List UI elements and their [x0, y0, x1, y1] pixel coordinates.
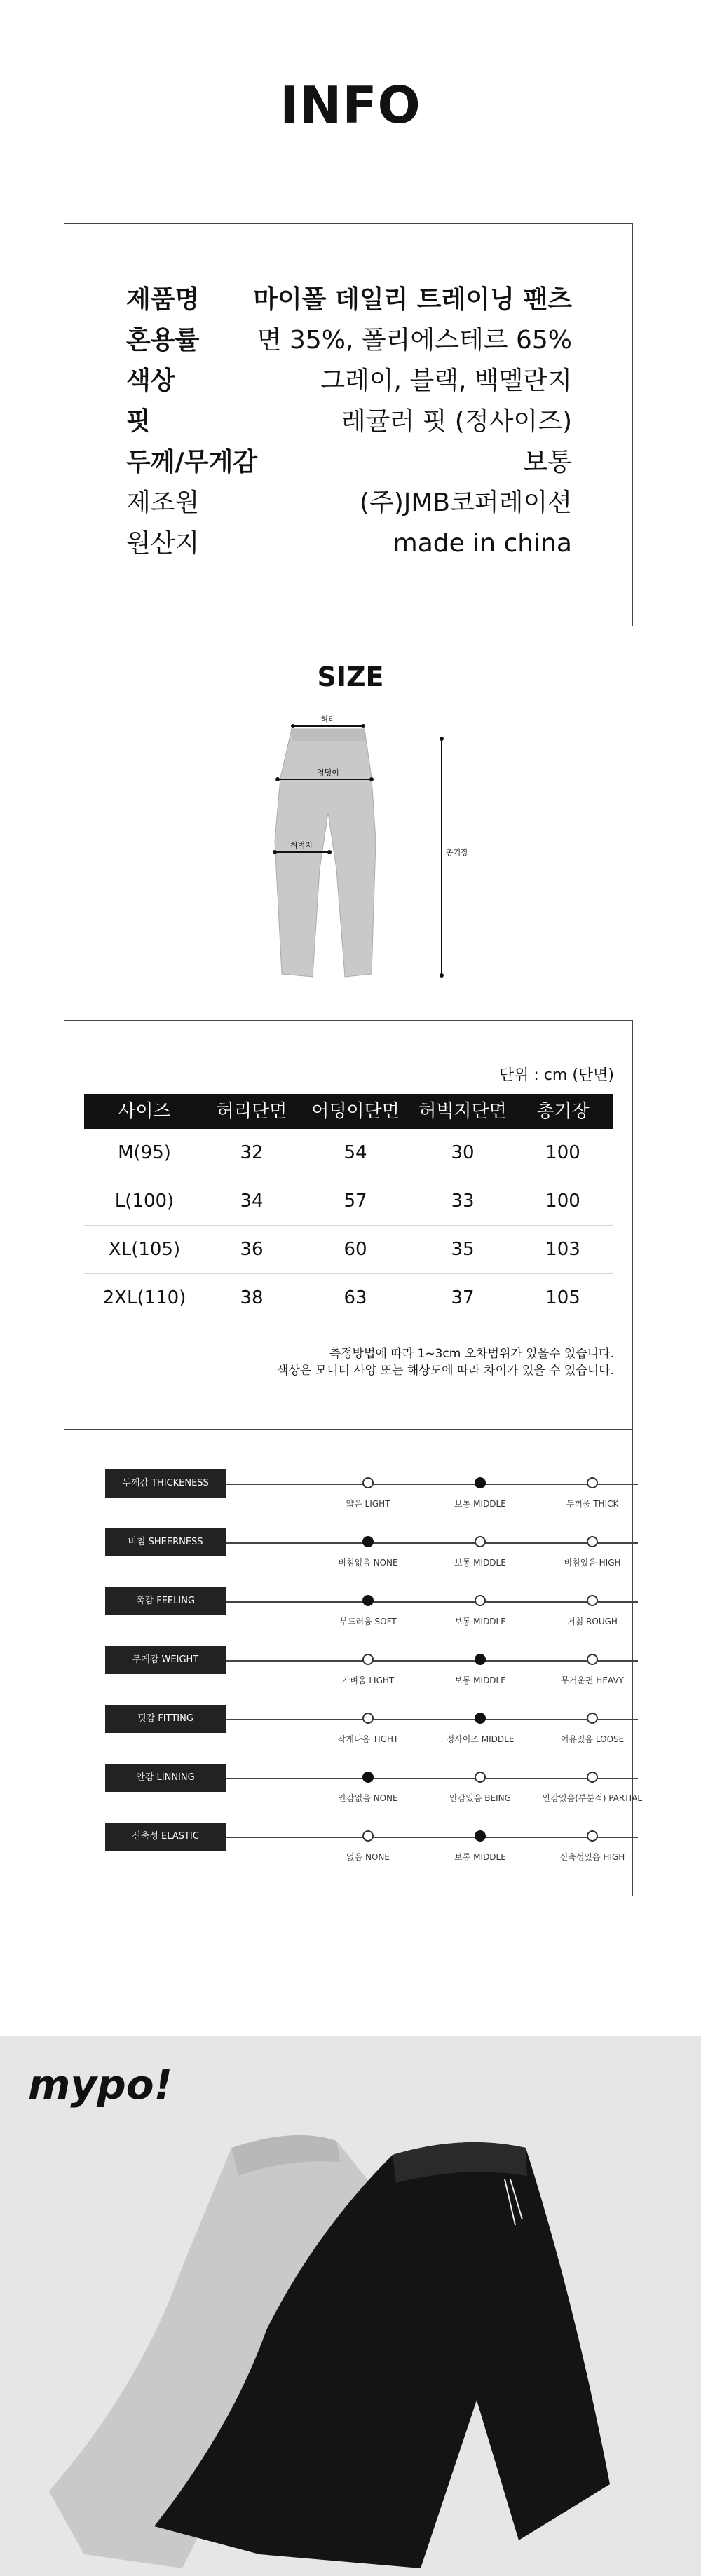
scale-dot	[475, 1654, 486, 1665]
thigh-label: 허벅지	[290, 841, 313, 850]
info-row	[126, 364, 572, 399]
info-value: 면 35%, 폴리에스테르 65%	[257, 326, 572, 355]
info-row	[126, 404, 572, 439]
feel-label: 신축성 ELASTIC	[105, 1823, 226, 1851]
scale-option: 안감있음(부분적) PARTIAL	[542, 1793, 643, 1803]
table-cell: 100	[545, 1142, 580, 1163]
feel-row	[105, 1469, 619, 1519]
info-value: 마이폴 데일리 트레이닝 팬츠	[253, 285, 572, 314]
header-cell: 어덩이단면	[311, 1101, 400, 1122]
info-row	[126, 282, 572, 317]
scale-dot	[362, 1772, 374, 1783]
table-row	[84, 1226, 613, 1274]
scale-dot	[587, 1654, 598, 1665]
scale-option: 정사이즈 MIDDLE	[446, 1734, 515, 1744]
info-key: 제조원	[126, 488, 200, 517]
scale-dot	[362, 1830, 374, 1842]
scale-option: 부드러움 SOFT	[339, 1617, 397, 1626]
info-value: made in china	[393, 529, 572, 558]
table-cell: 30	[451, 1142, 475, 1163]
feel-label: 무게감 WEIGHT	[105, 1646, 226, 1674]
header-cell: 허벅지단면	[418, 1101, 507, 1122]
header-cell: 허리단면	[216, 1101, 287, 1122]
scale-dot	[362, 1713, 374, 1724]
scale-dot	[362, 1654, 374, 1665]
info-value: 보통	[523, 448, 572, 477]
info-row	[126, 486, 572, 521]
header-cell: 사이즈	[118, 1101, 171, 1122]
scale-option: 여유있음 LOOSE	[560, 1734, 625, 1744]
scale-option: 없음 NONE	[346, 1852, 390, 1862]
table-cell: L(100)	[114, 1191, 175, 1212]
table-cell: XL(105)	[108, 1239, 181, 1260]
table-cell: 36	[240, 1239, 264, 1260]
length-label: 총기장	[446, 848, 468, 857]
brand-logo: mypo!	[28, 2061, 173, 2109]
feel-label: 비침 SHEERNESS	[105, 1528, 226, 1556]
info-key: 핏	[126, 407, 151, 436]
scale-dot	[475, 1536, 486, 1547]
scale-dot	[587, 1536, 598, 1547]
feel-row	[105, 1764, 643, 1813]
size-note: 색상은 모니터 사양 또는 해상도에 따라 차이가 있을 수 있습니다.	[276, 1364, 614, 1378]
table-cell: 2XL(110)	[102, 1287, 186, 1308]
scale-option: 무거운편 HEAVY	[561, 1676, 624, 1685]
size-table-header	[84, 1094, 613, 1129]
info-key: 제품명	[126, 285, 200, 314]
scale-line	[226, 1719, 638, 1720]
feel-row	[105, 1528, 621, 1577]
unit-label: 단위 : cm (단면)	[498, 1067, 614, 1084]
info-key: 색상	[126, 366, 175, 395]
product-photo-art	[0, 2036, 701, 2576]
size-box	[64, 1020, 633, 1430]
scale-option: 안감있음 BEING	[449, 1793, 511, 1803]
feel-label: 촉감 FEELING	[105, 1587, 226, 1615]
scale-line	[226, 1601, 638, 1603]
table-cell: 63	[343, 1287, 367, 1308]
scale-dot	[475, 1830, 486, 1842]
header-cell: 총기장	[536, 1101, 590, 1122]
table-row	[84, 1129, 613, 1177]
size-note: 측정방법에 따라 1~3cm 오차범위가 있을수 있습니다.	[329, 1347, 614, 1361]
rise-label: 엉덩이	[317, 768, 339, 777]
scale-dot	[475, 1477, 486, 1488]
scale-dot	[362, 1536, 374, 1547]
table-cell: 54	[343, 1142, 367, 1163]
table-row	[84, 1177, 613, 1226]
scale-option: 보통 MIDDLE	[454, 1558, 506, 1568]
table-cell: 33	[451, 1191, 475, 1212]
feel-box	[64, 1430, 643, 1896]
pants-size-diagram	[266, 715, 477, 981]
table-row	[84, 1274, 613, 1322]
scale-dot	[587, 1713, 598, 1724]
table-cell: 34	[240, 1191, 264, 1212]
feel-row	[105, 1823, 625, 1872]
scale-dot	[475, 1772, 486, 1783]
info-key: 원산지	[126, 529, 200, 558]
scale-option: 보통 MIDDLE	[454, 1676, 506, 1685]
table-cell: 100	[545, 1191, 580, 1212]
info-row	[126, 526, 572, 561]
scale-dot	[475, 1713, 486, 1724]
scale-option: 비침없음 NONE	[338, 1558, 398, 1568]
info-box	[64, 223, 633, 626]
scale-dot	[587, 1772, 598, 1783]
table-cell: M(95)	[118, 1142, 171, 1163]
feel-row	[105, 1705, 625, 1754]
table-cell: 37	[451, 1287, 475, 1308]
scale-line	[226, 1484, 638, 1485]
table-cell: 35	[451, 1239, 475, 1260]
table-cell: 103	[545, 1239, 580, 1260]
table-cell: 105	[545, 1287, 580, 1308]
scale-line	[226, 1660, 638, 1662]
scale-dot	[587, 1830, 598, 1842]
feel-label: 핏감 FITTING	[105, 1705, 226, 1733]
feel-label: 두께감 THICKENESS	[105, 1469, 226, 1498]
info-key: 혼용률	[126, 326, 200, 355]
scale-line	[226, 1837, 638, 1838]
scale-dot	[587, 1477, 598, 1488]
scale-option: 가벼움 LIGHT	[341, 1676, 395, 1685]
scale-line	[226, 1778, 638, 1779]
scale-option: 신축성있음 HIGH	[559, 1852, 625, 1862]
table-cell: 32	[240, 1142, 264, 1163]
feel-row	[105, 1587, 618, 1636]
info-value: 그레이, 블랙, 백멜란지	[320, 366, 572, 395]
size-title: SIZE	[317, 662, 384, 692]
info-value: 레귤러 핏 (정사이즈)	[341, 407, 572, 436]
scale-option: 작게나옴 TIGHT	[337, 1734, 399, 1744]
scale-dot	[362, 1477, 374, 1488]
scale-option: 비침있음 HIGH	[564, 1558, 621, 1568]
scale-option: 거칢 ROUGH	[567, 1617, 618, 1626]
waist-label: 허리	[320, 715, 336, 724]
size-table	[84, 1094, 613, 1322]
info-value: (주)JMB코퍼레이션	[359, 488, 572, 517]
info-key: 두께/무게감	[126, 448, 258, 477]
info-row	[126, 323, 572, 358]
feel-row	[105, 1646, 624, 1695]
info-title: INFO	[280, 76, 421, 135]
scale-option: 안감없음 NONE	[338, 1793, 398, 1803]
table-cell: 60	[343, 1239, 367, 1260]
table-cell: 57	[343, 1191, 367, 1212]
scale-option: 보통 MIDDLE	[454, 1852, 506, 1862]
scale-dot	[475, 1595, 486, 1606]
scale-option: 얇음 LIGHT	[346, 1499, 390, 1509]
scale-dot	[587, 1595, 598, 1606]
scale-option: 보통 MIDDLE	[454, 1617, 506, 1626]
scale-line	[226, 1542, 638, 1544]
scale-option: 두꺼움 THICK	[566, 1499, 619, 1509]
scale-option: 보통 MIDDLE	[454, 1499, 506, 1509]
product-photo	[0, 2036, 701, 2576]
table-cell: 38	[240, 1287, 264, 1308]
info-row	[126, 445, 572, 480]
feel-label: 안감 LINNING	[105, 1764, 226, 1792]
scale-dot	[362, 1595, 374, 1606]
